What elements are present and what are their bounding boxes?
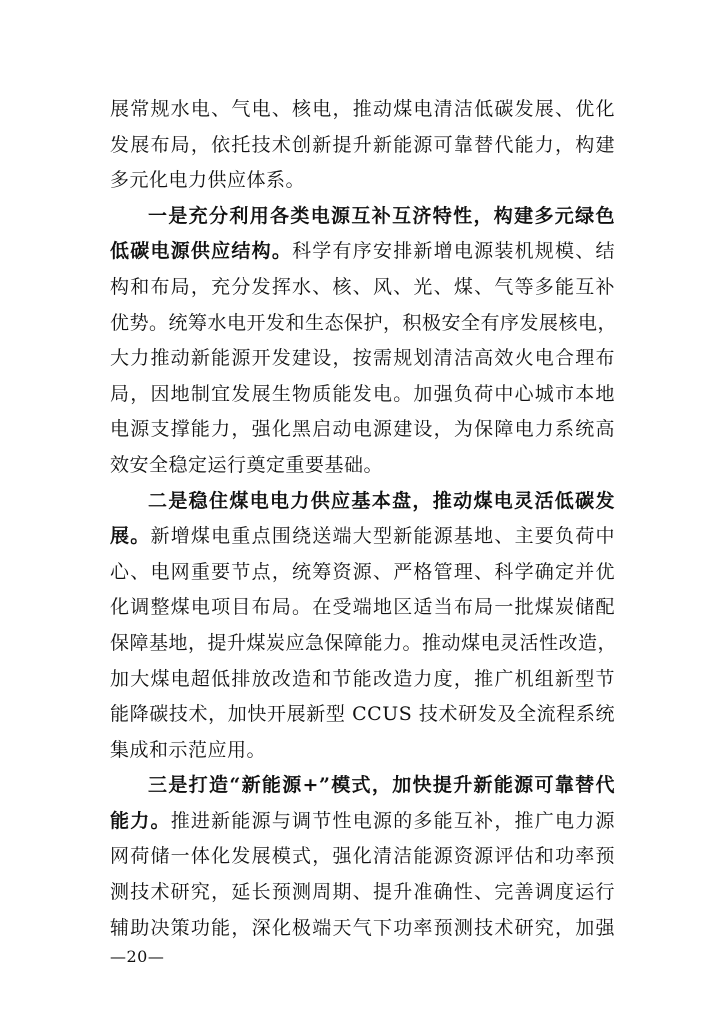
text-line: 效安全稳定运行奠定重要基础。 <box>110 453 384 476</box>
section-heading-text: 低碳电源供应结构。 <box>110 240 293 263</box>
text-line: 加大煤电超低排放改造和节能改造力度，推广机组新型节 <box>110 667 615 690</box>
text-line: 发展布局，依托技术创新提升新能源可靠替代能力，构建 <box>110 133 615 156</box>
text-line <box>110 234 615 270</box>
text-line: 优势。统筹水电开发和生态保护，积极安全有序发展核电， <box>110 311 618 334</box>
body-text-span: 推进新能源与调节性电源的多能互补，推广电力源 <box>170 809 615 832</box>
text-line: 化调整煤电项目布局。在受端地区适当布局一批煤炭储配 <box>110 596 615 619</box>
section-heading-line: 三是打造“新能源+”模式，加快提升新能源可靠替代 <box>148 774 615 797</box>
section-heading-text: 展。 <box>110 525 151 548</box>
section-heading-line: 一是充分利用各类电源互补互济特性，构建多元绿色 <box>148 204 615 227</box>
text-line: 网荷储一体化发展模式，强化清洁能源资源评估和功率预 <box>110 845 615 868</box>
text-line: 大力推动新能源开发建设，按需规划清洁高效火电合理布 <box>110 347 615 370</box>
text-line: 多元化电力供应体系。 <box>110 169 306 192</box>
text-line: 展常规水电、气电、核电，推动煤电清洁低碳发展、优化 <box>110 98 615 120</box>
text-line: 局，因地制宜发展生物质能发电。加强负荷中心城市本地 <box>110 382 615 405</box>
body-text <box>110 92 618 946</box>
text-line: 集成和示范应用。 <box>110 738 267 761</box>
text-line: 测技术研究，延长预测周期、提升准确性、完善调度运行 <box>110 881 615 904</box>
text-line <box>110 519 615 555</box>
text-line: 心、电网重要节点，统筹资源、严格管理、科学确定并优 <box>110 560 615 583</box>
text-line <box>110 804 615 840</box>
section-heading-line: 二是稳住煤电电力供应基本盘，推动煤电灵活低碳发 <box>148 489 615 512</box>
text-line: 电源支撑能力，强化黑启动电源建设，为保障电力系统高 <box>110 418 615 441</box>
text-line: 辅助决策功能，深化极端天气下功率预测技术研究，加强 <box>110 916 615 939</box>
text-line: 能降碳技术，加快开展新型 CCUS 技术研发及全流程系统 <box>110 703 615 726</box>
body-text-span: 新增煤电重点围绕送端大型新能源基地、主要负荷中 <box>150 525 615 548</box>
section-heading-text: 能力。 <box>110 809 171 832</box>
text-line: 保障基地，提升煤炭应急保障能力。推动煤电灵活性改造， <box>110 631 618 654</box>
body-text-span: 科学有序安排新增电源装机规模、结 <box>292 240 615 263</box>
page-number: —20— <box>110 947 165 966</box>
text-line: 构和布局，充分发挥水、核、风、光、煤、气等多能互补 <box>110 275 615 298</box>
